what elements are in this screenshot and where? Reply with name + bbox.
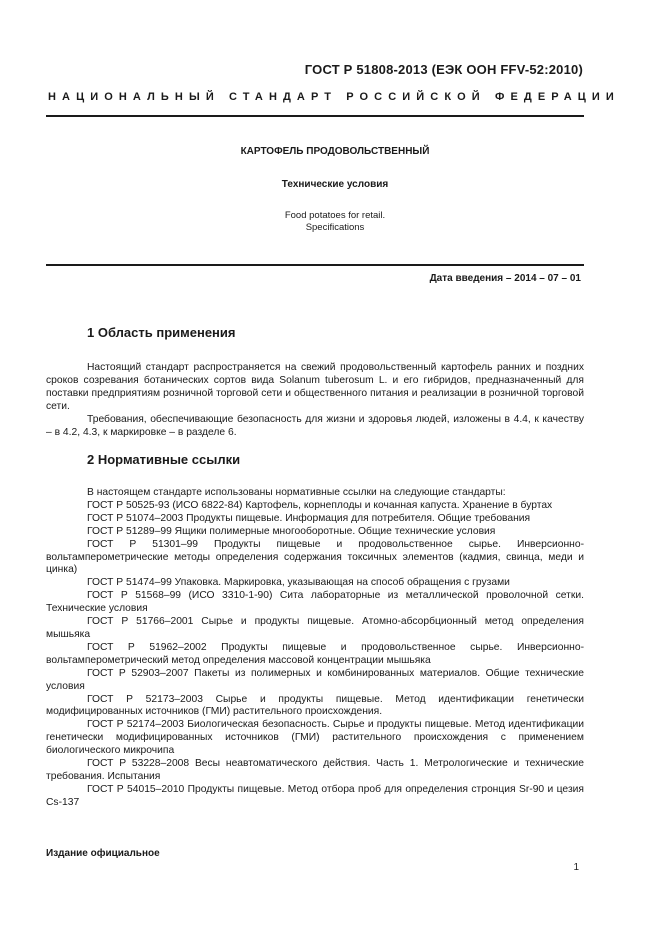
reference-item: ГОСТ Р 51301–99 Продукты пищевые и продовольственное сырье. Инверсионно-вольтамперометрические методы определения содержания токсичных элементов (кадмия, свинца, меди и цинка) — [46, 538, 584, 576]
reference-item: ГОСТ Р 52174–2003 Биологическая безопасность. Сырье и продукты пищевые. Метод идентификации генетически модифицированных источников (ГМИ) растительного происхождения с применением биологического микрочипа — [46, 719, 584, 757]
page-number: 1 — [573, 862, 579, 873]
reference-item: ГОСТ Р 51074–2003 Продукты пищевые. Информация для потребителя. Общие требования — [87, 512, 531, 524]
english-title-line2: Specifications — [305, 222, 365, 233]
title-divider — [46, 264, 584, 266]
section-2-heading: 2 Нормативные ссылки — [87, 452, 241, 467]
paragraph: Настоящий стандарт распространяется на свежий продовольственный картофель ранних и поздних сроков созревания ботанических сортов вида Solanum tuberosum L. и его гибридов, предназначенный для поставки предприятиям розничной торговой сети и общественного питания и реализации в розничной торговой сети. — [46, 362, 584, 412]
section-2-body — [46, 487, 584, 810]
document-title: КАРТОФЕЛЬ ПРОДОВОЛЬСТВЕННЫЙ — [240, 146, 430, 157]
reference-item: ГОСТ Р 51962–2002 Продукты пищевые и продовольственное сырье. Инверсионно-вольтамперометрический метод определения массовой концентрации мышьяка — [46, 641, 584, 666]
section-1-body — [46, 362, 584, 439]
reference-item: ГОСТ Р 52903–2007 Пакеты из полимерных и комбинированных материалов. Общие технические условия — [46, 667, 584, 692]
reference-item: ГОСТ Р 52173–2003 Сырье и продукты пищевые. Метод идентификации генетически модифицированных источников (ГМИ) растительного происхождения. — [46, 693, 584, 718]
reference-item: ГОСТ Р 53228–2008 Весы неавтоматического действия. Часть 1. Метрологические и технические требования. Испытания — [46, 758, 584, 782]
gost-number: ГОСТ Р 51808-2013 (ЕЭК ООН FFV-52:2010) — [304, 62, 583, 77]
section-1-heading: 1 Область применения — [87, 325, 236, 340]
english-title-line1: Food potatoes for retail. — [284, 210, 386, 221]
edition-label: Издание официальное — [46, 848, 160, 859]
reference-item: ГОСТ Р 54015–2010 Продукты пищевые. Метод отбора проб для определения стронция Sr-90 и цезия Cs-137 — [46, 783, 584, 808]
document-subtitle: Технические условия — [281, 179, 389, 190]
reference-item: ГОСТ Р 51568–99 (ИСО 3310-1-90) Сита лабораторные из металлической проволочной сетки. Технические условия — [46, 590, 584, 615]
reference-item: ГОСТ Р 51474–99 Упаковка. Маркировка, указывающая на способ обращения с грузами — [87, 577, 510, 589]
reference-item: ГОСТ Р 50525-93 (ИСО 6822-84) Картофель, корнеплоды и кочанная капуста. Хранение в буртах — [87, 499, 553, 511]
english-title — [46, 210, 624, 234]
introduction-date: Дата введения – 2014 – 07 – 01 — [429, 273, 581, 284]
national-standard-banner: НАЦИОНАЛЬНЫЙ СТАНДАРТ РОССИЙСКОЙ ФЕДЕРАЦИИ — [48, 91, 620, 103]
references-intro: В настоящем стандарте использованы нормативные ссылки на следующие стандарты: — [87, 487, 506, 498]
header-divider — [46, 115, 584, 117]
paragraph: Требования, обеспечивающие безопасность для жизни и здоровья людей, изложены в 4.4, к качеству – в 4.2, 4.3, к маркировке – в разделе 6. — [46, 413, 584, 438]
reference-item: ГОСТ Р 51289–99 Ящики полимерные многооборотные. Общие технические условия — [87, 525, 496, 537]
reference-item: ГОСТ Р 51766–2001 Сырье и продукты пищевые. Атомно-абсорбционный метод определения мышьяка — [46, 616, 584, 640]
